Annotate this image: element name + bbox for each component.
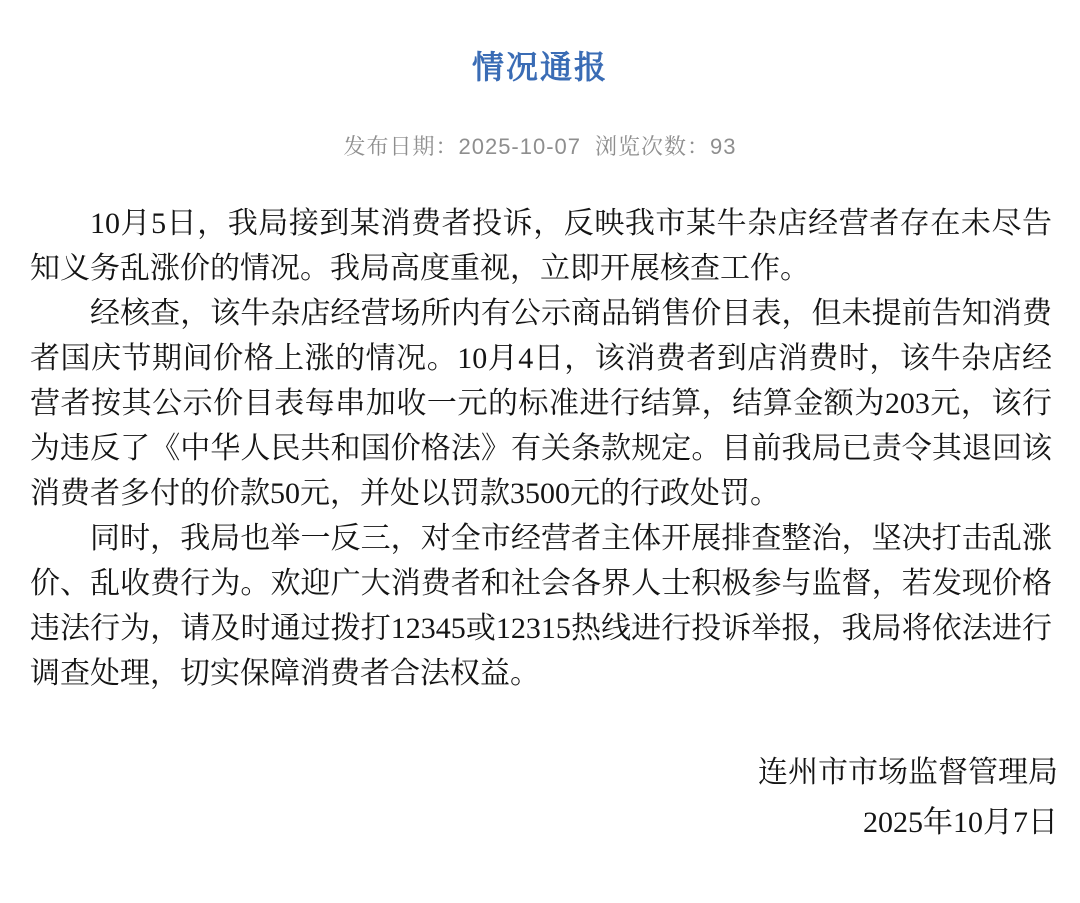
- signature-date: 2025年10月7日: [863, 806, 1058, 840]
- publish-date-value: 2025-10-07: [458, 134, 582, 160]
- notice-paragraph-2: 经核查，该牛杂店经营场所内有公示商品销售价目表，但未提前告知消费者国庆节期间价格上涨的情况。10月4日，该消费者到店消费时，该牛杂店经营者按其公示价目表每串加收一元的标准进行结算，结算金额为203元，该行为违反了《中华人民共和国价格法》有关条款规定。目前我局已责令其退回该消费者多付的价款50元，并处以罚款3500元的行政处罚。: [30, 297, 1052, 511]
- notice-paragraph-3: 同时，我局也举一反三，对全市经营者主体开展排查整治，坚决打击乱涨价、乱收费行为。欢迎广大消费者和社会各界人士积极参与监督，若发现价格违法行为，请及时通过拨打12345或12315热线进行投诉举报，我局将依法进行调查处理，切实保障消费者合法权益。: [30, 522, 1052, 691]
- notice-body: [0, 201, 1080, 696]
- views-label: 浏览次数：: [595, 134, 711, 160]
- signature-organization: 连州市市场监督管理局: [758, 756, 1058, 790]
- views-value: 93: [710, 134, 737, 160]
- notice-signature: [0, 748, 1080, 848]
- notice-paragraph-1: 10月5日，我局接到某消费者投诉，反映我市某牛杂店经营者存在未尽告知义务乱涨价的情况。我局高度重视，立即开展核查工作。: [30, 207, 1052, 286]
- notice-meta: [0, 130, 1080, 161]
- page-title: 情况通报: [471, 49, 608, 85]
- publish-date-label: 发布日期：: [343, 134, 459, 160]
